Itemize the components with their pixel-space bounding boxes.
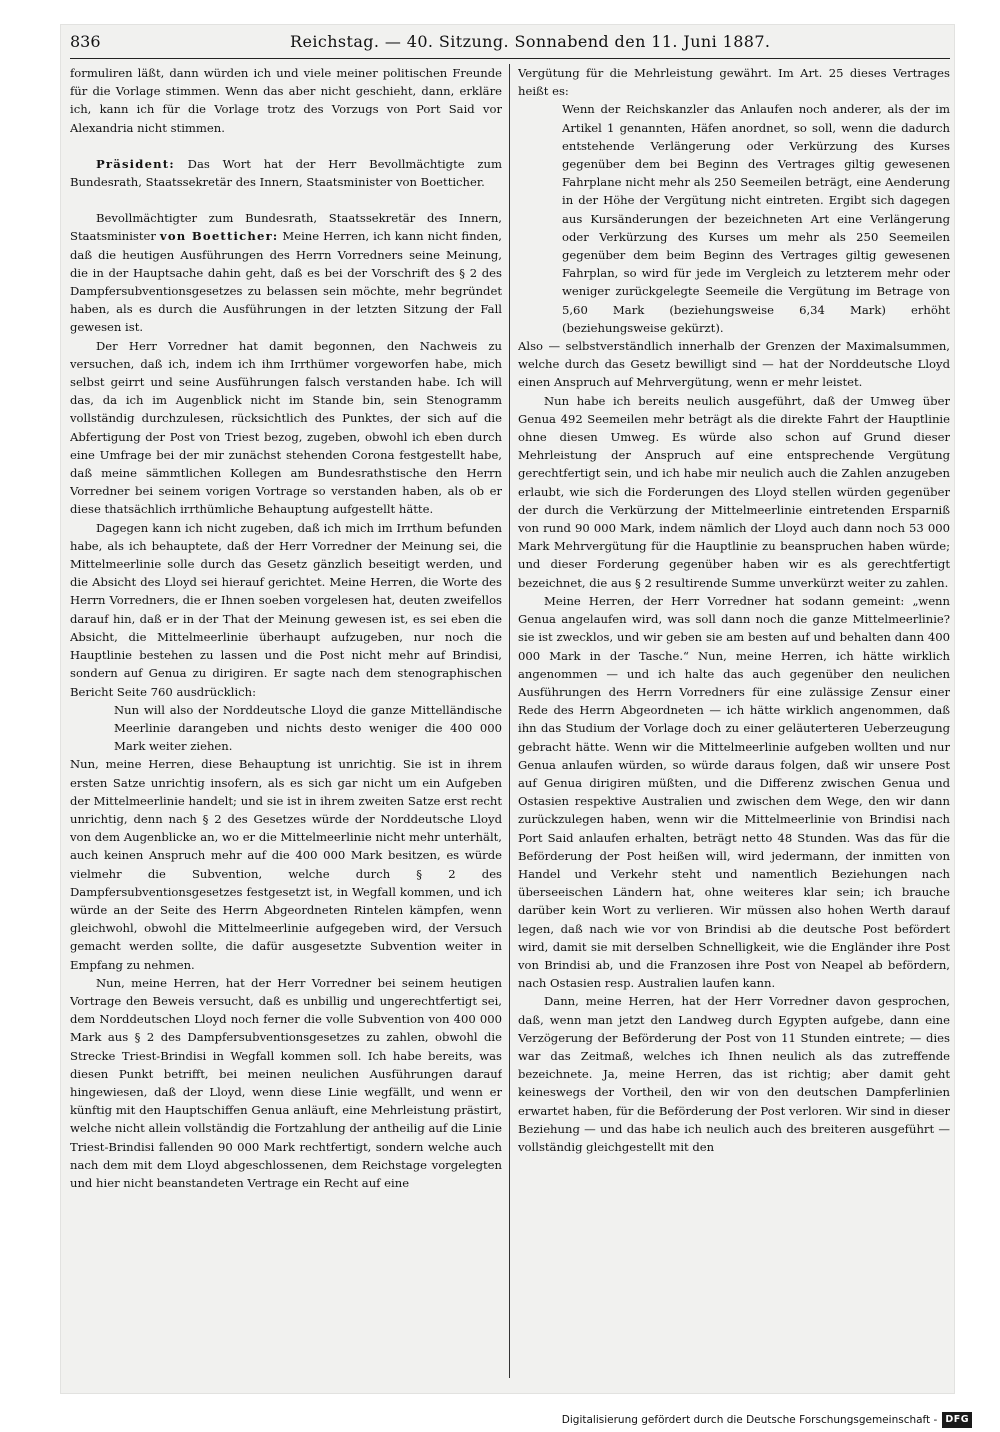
paragraph: Dagegen kann ich nicht zugeben, daß ich mich im Irrthum befunden habe, als ich behauptete, daß der Herr Vorredner der Meinung sei, die Mittelmeerlinie solle durch das Gesetz gänzlich beseitigt werden, und die Absicht des Lloyd sei hierauf gerichtet. Meine Herren, die Worte des Herrn Vorredners, die er Ihnen soeben vorgelesen hat, deuten zweifellos darauf hin, daß er in der That der Meinung gewesen ist, es sei eben die Absicht, die Mittelmeerlinie überhaupt aufzugeben, nur noch die Hauptlinie bestehen zu lassen und die Post nicht mehr auf Brindisi, sondern auf Genua zu dirigiren. Er sagte nach dem stenographischen Bericht Seite 760 ausdrücklich: (70, 520, 502, 699)
paragraph: formuliren läßt, dann würden ich und viele meiner politischen Freunde für die Vorlage stimmen. Wenn das aber nicht geschieht, dann, erkläre ich, kann ich für die Vorlage trotz des Vorzugs von Port Said vor Alexandria nicht stimmen. (70, 66, 502, 135)
page-number: 836 (70, 32, 101, 51)
paragraph: Also — selbstverständlich innerhalb der Grenzen der Maximalsummen, welche durch das Gesetz bewilligt sind — hat der Norddeutsche Lloyd einen Anspruch auf Mehrvergütung, wenn er mehr leistet. (518, 339, 950, 390)
paragraph: Nun habe ich bereits neulich ausgeführt, daß der Umweg über Genua 492 Seemeilen mehr beträgt als die direkte Fahrt der Hauptlinie ohne diesen Umweg. Es würde also schon auf Grund dieser Mehrleistung der Anspruch auf eine entsprechende Vergütung gerechtfertigt sein, und ich habe mir neulich auch die Zahlen anzugeben erlaubt, wie sich die Forderungen des Lloyd stellen würden gegenüber der durch die Verkürzung der Mittelmeerlinie eintretenden Ersparniß von rund 90 000 Mark, indem nämlich der Lloyd auch dann noch 53 000 Mark Mehrvergütung für die Hauptlinie zu beanspruchen haben würde; und dieser Forderung gegenüber haben wir es als gerechtfertigt bezeichnet, die aus § 2 resultirende Summe unverkürzt weiter zu zahlen. (518, 393, 950, 590)
paragraph-text: Bevollmächtigter zum Bundesrath, Staatssekretär des Innern, Staatsminister (70, 211, 502, 244)
paragraph: Nun, meine Herren, hat der Herr Vorredner bei seinem heutigen Vortrage den Beweis versucht, daß es unbillig und ungerechtfertigt sei, dem Norddeutschen Lloyd noch ferner die volle Subvention von 400 000 Mark aus § 2 des Dampfersubventionsgesetzes zu zahlen, obwohl die Strecke Triest-Brindisi in Wegfall kommen soll. Ich habe bereits, was diesen Punkt betrifft, bei meinen neulichen Ausführungen darauf hingewiesen, daß der Lloyd, wenn diese Linie wegfällt, und wenn er künftig mit den Hauptschiffen Genua anläuft, eine Mehrleistung prästirt, welche nicht allein vollständig die Fortzahlung der antheilig auf die Linie Triest-Brindisi fallenden 90 000 Mark rechtfertigt, sondern welche auch nach dem mit dem Lloyd abgeschlossenen, dem Reichstage vorgelegten und hier nicht beanstandeten Vertrage ein Recht auf eine (70, 975, 502, 1190)
paragraph-text: Das Wort hat der Herr Bevollmächtigte zum Bundesrath, Staatssekretär des Innern, Staatsminister von Boetticher. (70, 156, 502, 190)
paragraph-text: Meine Herren, ich kann nicht finden, daß die heutigen Ausführungen des Herrn Vorredners seine Meinung, die in der Hauptsache dahin geht, daß es bei der Vorschrift des § 2 des Dampfersubventionsgesetzes zu belassen sein möchte, mehr begründet haben, als es durch die Ausführungen in der letzten Sitzung der Fall gewesen ist. (70, 229, 502, 335)
paragraph: Der Herr Vorredner hat damit begonnen, den Nachweis zu versuchen, daß ich, indem ich ihm Irrthümer vorgeworfen habe, mich selbst geirrt und seine Ausführungen falsch verstanden habe. Ich will das, da ich im Augenblick nicht im Stande bin, sein Stenogramm vollständig durchzulesen, rücksichtlich des Punktes, der sich auf die Abfertigung der Post von Triest bezog, zugeben, obwohl ich eben durch eine Umfrage bei der mir zunächst stehenden Corona festgestellt habe, daß meine sämmtlichen Kollegen am Bundesrathstische den Herrn Vorredner bei seinem vorigen Vortrage so verstanden haben, als ob er diese thatsächlich irrthümliche Behauptung aufgestellt hätte. (70, 338, 502, 517)
speaker-name: Präsident: (96, 156, 175, 171)
running-title: Reichstag. — 40. Sitzung. Sonnabend den 11. Juni 1887. (290, 32, 771, 51)
paragraph: Nun, meine Herren, diese Behauptung ist unrichtig. Sie ist in ihrem ersten Satze unrichtig insofern, als es sich gar nicht um ein Aufgeben der Mittelmeerlinie handelt; und sie ist in ihrem zweiten Satze erst recht unrichtig, denn nach § 2 des Gesetzes würde der Norddeutsche Lloyd von dem Augenblicke an, wo er die Mittelmeerlinie nicht mehr unterhält, auch keinen Anspruch mehr auf die 400 000 Mark besitzen, es würde vielmehr die Subvention, welche durch § 2 des Dampfersubventionsgesetzes festgesetzt ist, in Wegfall kommen, und ich würde an der Seite des Herrn Abgeordneten Rintelen kämpfen, wenn gleichwohl, obwohl die Mittelmeerlinie aufgegeben wird, der Versuch gemacht werden sollte, die dafür ausgesetzte Subvention weiter in Empfang zu nehmen. (70, 757, 502, 972)
block-quote: Nun will also der Norddeutsche Lloyd die ganze Mittelländische Meerlinie darangeben und nichts desto weniger die 400 000 Mark weiter ziehen. (114, 702, 502, 754)
page-header (70, 30, 950, 58)
dfg-logo: DFG (942, 1412, 972, 1428)
block-quote: Wenn der Reichskanzler das Anlaufen noch anderer, als der im Artikel 1 genannten, Häfen anordnet, so soll, wenn die dadurch entstehende Verlängerung oder Verkürzung des Kurses gegenüber dem bei Beginn des Vertrages giltig gewesenen Fahrplane nicht mehr als 250 Seemeilen beträgt, eine Aenderung in der Höhe der Vergütung nicht eintreten. Ergibt sich dagegen aus Kursänderungen der bezeichneten Art eine Verlängerung oder Verkürzung des Kurses um mehr als 250 Seemeilen gegenüber dem beim Beginn des Vertrages giltig gewesenen Fahrplan, so wird für jede im Vergleich zu letzterem mehr oder weniger zurückgelegte Seemeile die Vergütung im Betrage von 5,60 Mark (beziehungsweise 6,34 Mark) erhöht (beziehungsweise gekürzt). (562, 102, 950, 335)
paragraph: Meine Herren, der Herr Vorredner hat sodann gemeint: „wenn Genua angelaufen wird, was soll dann noch die ganze Mittelmeerlinie? sie ist zwecklos, und wir geben sie am besten auf und behalten dann 400 000 Mark in der Tasche.“ Nun, meine Herren, ich hätte wirklich angenommen — und ich halte das auch gegenüber den neulichen Ausführungen des Herrn Vorredners für eine zulässige Zensur einer Rede des Herrn Abgeordneten — ich hätte wirklich angenommen, daß ihn das Studium der Vorlage doch zu einer geläuterteren Ueberzeugung gebracht hätte. Wenn wir die Mittelmeerlinie aufgeben wollten und nur Genua anlaufen würden, so würde daraus folgen, daß wir unsere Post auf Genua dirigiren müßten, und die Differenz zwischen Genua und Ostasien respektive Australien und zwischen dem Wege, den wir dann zurückzulegen haben, wenn wir die Mittelmeerlinie von Brindisi nach Port Said anlaufen erhalten, beträgt netto 48 Stunden. Was das für die Beförderung der Post heißen will, wird jedermann, der inmitten von Handel und Verkehr steht und namentlich Beziehungen nach überseeischen Ländern hat, ohne weiteres klar sein; ich brauche darüber kein Wort zu verlieren. Wir müssen also hohen Werth darauf legen, daß nach wie vor von Brindisi ab die deutsche Post befördert wird, damit sie mit derselben Schnelligkeit, wie die Engländer ihre Post von Brindisi ab, und die Franzosen ihre Post von Neapel ab befördern, nach Ostasien resp. Australien laufen kann. (518, 593, 950, 991)
footer-text: Digitalisierung gefördert durch die Deutsche Forschungsgemeinschaft - (561, 1414, 938, 1426)
digitization-footer (562, 1412, 972, 1428)
paragraph (70, 209, 502, 336)
paragraph (70, 155, 502, 191)
column-divider (509, 64, 510, 1378)
speaker-name: von Boetticher: (159, 229, 279, 244)
right-column (518, 64, 950, 1382)
paragraph: Vergütung für die Mehrleistung gewährt. Im Art. 25 dieses Vertrages heißt es: (518, 66, 950, 99)
paragraph: Dann, meine Herren, hat der Herr Vorredner davon gesprochen, daß, wenn man jetzt den Landweg durch Egypten aufgebe, dann eine Verzögerung der Beförderung der Post von 11 Stunden eintrete; — dies war das Zeitmaß, welches ich Ihnen neulich als das zutreffende bezeichnete. Ja, meine Herren, das ist richtig; aber damit geht keineswegs der Vortheil, den wir von den deutschen Dampferlinien erwartet haben, für die Beförderung der Post verloren. Wir sind in dieser Beziehung — und das habe ich neulich auch des breiteren ausgeführt — vollständig gleichgestellt mit den (518, 994, 950, 1154)
left-column (70, 64, 502, 1382)
header-rule (70, 58, 950, 59)
